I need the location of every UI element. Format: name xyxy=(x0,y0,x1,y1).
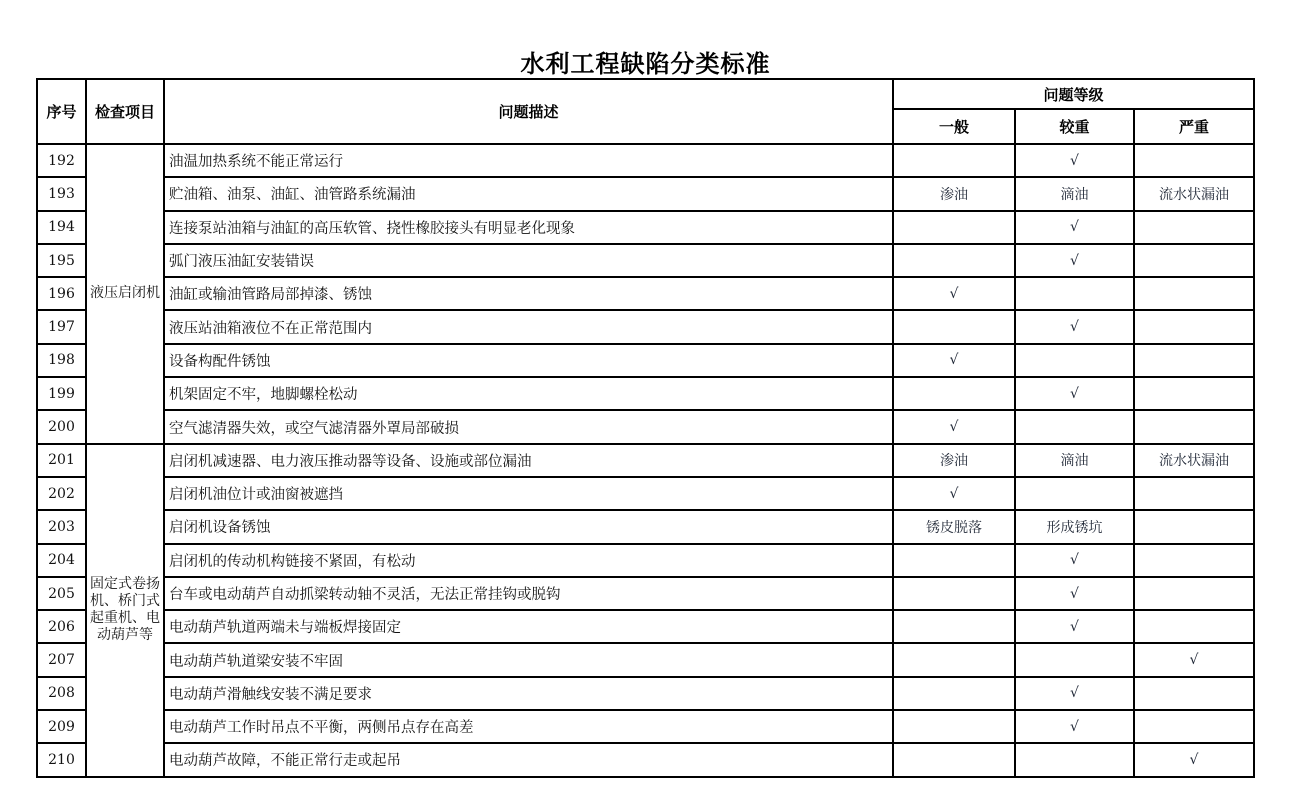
table-row xyxy=(37,211,1254,244)
grade-general-cell xyxy=(893,144,1015,177)
grade-moderate-cell xyxy=(1015,344,1134,377)
grade-severe-cell xyxy=(1134,277,1254,310)
description-cell: 电动葫芦工作时吊点不平衡，两侧吊点存在高差 xyxy=(164,710,893,743)
table-row xyxy=(37,544,1254,577)
grade-general-cell: 渗油 xyxy=(893,177,1015,210)
header-item: 检查项目 xyxy=(86,79,164,144)
grade-moderate-cell xyxy=(1015,277,1134,310)
table-row xyxy=(37,643,1254,676)
grade-general-cell xyxy=(893,244,1015,277)
grade-moderate-cell: √ xyxy=(1015,377,1134,410)
grade-moderate-cell: √ xyxy=(1015,710,1134,743)
grade-severe-cell xyxy=(1134,510,1254,543)
grade-general-cell xyxy=(893,377,1015,410)
grade-moderate-cell: √ xyxy=(1015,244,1134,277)
description-cell: 台车或电动葫芦自动抓梁转动轴不灵活，无法正常挂钩或脱钩 xyxy=(164,577,893,610)
grade-severe-cell: √ xyxy=(1134,743,1254,776)
grade-moderate-cell: √ xyxy=(1015,610,1134,643)
description-cell: 启闭机的传动机构链接不紧固，有松动 xyxy=(164,544,893,577)
row-number-cell: 195 xyxy=(37,244,86,277)
grade-moderate-cell: √ xyxy=(1015,144,1134,177)
page-title: 水利工程缺陷分类标准 xyxy=(520,51,771,78)
defect-classification-table xyxy=(36,78,1255,778)
header-grade-general: 一般 xyxy=(893,109,1015,144)
grade-general-cell xyxy=(893,710,1015,743)
grade-severe-cell xyxy=(1134,144,1254,177)
header-description: 问题描述 xyxy=(164,79,893,144)
row-number-cell: 199 xyxy=(37,377,86,410)
table-row xyxy=(37,710,1254,743)
grade-severe-cell xyxy=(1134,677,1254,710)
row-number-cell: 196 xyxy=(37,277,86,310)
row-number-cell: 207 xyxy=(37,643,86,676)
row-number-cell: 202 xyxy=(37,477,86,510)
row-number-cell: 192 xyxy=(37,144,86,177)
grade-general-cell xyxy=(893,577,1015,610)
grade-severe-cell xyxy=(1134,211,1254,244)
description-cell: 机架固定不牢，地脚螺栓松动 xyxy=(164,377,893,410)
grade-general-cell xyxy=(893,544,1015,577)
grade-moderate-cell: 滴油 xyxy=(1015,444,1134,477)
grade-severe-cell xyxy=(1134,577,1254,610)
grade-severe-cell xyxy=(1134,410,1254,443)
description-cell: 空气滤清器失效，或空气滤清器外罩局部破损 xyxy=(164,410,893,443)
table-row xyxy=(37,444,1254,477)
grade-severe-cell xyxy=(1134,544,1254,577)
inspection-item-cell: 固定式卷扬机、桥门式起重机、电动葫芦等 xyxy=(86,444,164,777)
grade-moderate-cell xyxy=(1015,643,1134,676)
grade-general-cell xyxy=(893,743,1015,776)
description-cell: 启闭机设备锈蚀 xyxy=(164,510,893,543)
grade-general-cell: 锈皮脱落 xyxy=(893,510,1015,543)
table-row xyxy=(37,410,1254,443)
grade-severe-cell xyxy=(1134,310,1254,343)
row-number-cell: 200 xyxy=(37,410,86,443)
grade-moderate-cell: √ xyxy=(1015,310,1134,343)
description-cell: 电动葫芦轨道两端未与端板焊接固定 xyxy=(164,610,893,643)
table-row xyxy=(37,610,1254,643)
grade-general-cell: 渗油 xyxy=(893,444,1015,477)
description-cell: 启闭机减速器、电力液压推动器等设备、设施或部位漏油 xyxy=(164,444,893,477)
grade-moderate-cell xyxy=(1015,410,1134,443)
grade-severe-cell xyxy=(1134,377,1254,410)
grade-severe-cell xyxy=(1134,710,1254,743)
grade-moderate-cell: √ xyxy=(1015,211,1134,244)
grade-moderate-cell: √ xyxy=(1015,577,1134,610)
row-number-cell: 208 xyxy=(37,677,86,710)
grade-moderate-cell: √ xyxy=(1015,544,1134,577)
table-body xyxy=(37,144,1254,777)
grade-general-cell xyxy=(893,643,1015,676)
description-cell: 连接泵站油箱与油缸的高压软管、挠性橡胶接头有明显老化现象 xyxy=(164,211,893,244)
table-row xyxy=(37,310,1254,343)
grade-severe-cell: 流水状漏油 xyxy=(1134,177,1254,210)
grade-general-cell: √ xyxy=(893,410,1015,443)
grade-general-cell: √ xyxy=(893,477,1015,510)
table-row xyxy=(37,377,1254,410)
header-row-1 xyxy=(37,79,1254,109)
description-cell: 弧门液压油缸安装错误 xyxy=(164,244,893,277)
description-cell: 电动葫芦滑触线安装不满足要求 xyxy=(164,677,893,710)
row-number-cell: 194 xyxy=(37,211,86,244)
row-number-cell: 210 xyxy=(37,743,86,776)
table-row xyxy=(37,144,1254,177)
description-cell: 液压站油箱液位不在正常范围内 xyxy=(164,310,893,343)
table-row xyxy=(37,743,1254,776)
grade-severe-cell xyxy=(1134,610,1254,643)
grade-moderate-cell: √ xyxy=(1015,677,1134,710)
grade-severe-cell: √ xyxy=(1134,643,1254,676)
description-cell: 设备构配件锈蚀 xyxy=(164,344,893,377)
description-cell: 贮油箱、油泵、油缸、油管路系统漏油 xyxy=(164,177,893,210)
grade-general-cell: √ xyxy=(893,344,1015,377)
grade-moderate-cell xyxy=(1015,743,1134,776)
row-number-cell: 198 xyxy=(37,344,86,377)
table-row xyxy=(37,577,1254,610)
table-row xyxy=(37,344,1254,377)
grade-general-cell xyxy=(893,677,1015,710)
table-row xyxy=(37,244,1254,277)
grade-moderate-cell xyxy=(1015,477,1134,510)
grade-moderate-cell: 滴油 xyxy=(1015,177,1134,210)
table-row xyxy=(37,677,1254,710)
grade-severe-cell xyxy=(1134,477,1254,510)
grade-general-cell xyxy=(893,310,1015,343)
row-number-cell: 203 xyxy=(37,510,86,543)
grade-general-cell xyxy=(893,211,1015,244)
table-row xyxy=(37,477,1254,510)
row-number-cell: 206 xyxy=(37,610,86,643)
grade-severe-cell: 流水状漏油 xyxy=(1134,444,1254,477)
grade-general-cell: √ xyxy=(893,277,1015,310)
row-number-cell: 204 xyxy=(37,544,86,577)
description-cell: 启闭机油位计或油窗被遮挡 xyxy=(164,477,893,510)
description-cell: 油温加热系统不能正常运行 xyxy=(164,144,893,177)
header-grade-group: 问题等级 xyxy=(893,79,1254,109)
header-grade-severe: 严重 xyxy=(1134,109,1254,144)
table-row xyxy=(37,510,1254,543)
grade-severe-cell xyxy=(1134,344,1254,377)
header-grade-moderate: 较重 xyxy=(1015,109,1134,144)
grade-general-cell xyxy=(893,610,1015,643)
description-cell: 油缸或输油管路局部掉漆、锈蚀 xyxy=(164,277,893,310)
description-cell: 电动葫芦故障，不能正常行走或起吊 xyxy=(164,743,893,776)
header-index: 序号 xyxy=(37,79,86,144)
row-number-cell: 205 xyxy=(37,577,86,610)
table-row xyxy=(37,177,1254,210)
row-number-cell: 201 xyxy=(37,444,86,477)
grade-severe-cell xyxy=(1134,244,1254,277)
table-row xyxy=(37,277,1254,310)
row-number-cell: 193 xyxy=(37,177,86,210)
row-number-cell: 209 xyxy=(37,710,86,743)
grade-moderate-cell: 形成锈坑 xyxy=(1015,510,1134,543)
description-cell: 电动葫芦轨道梁安装不牢固 xyxy=(164,643,893,676)
inspection-item-cell: 液压启闭机 xyxy=(86,144,164,444)
row-number-cell: 197 xyxy=(37,310,86,343)
